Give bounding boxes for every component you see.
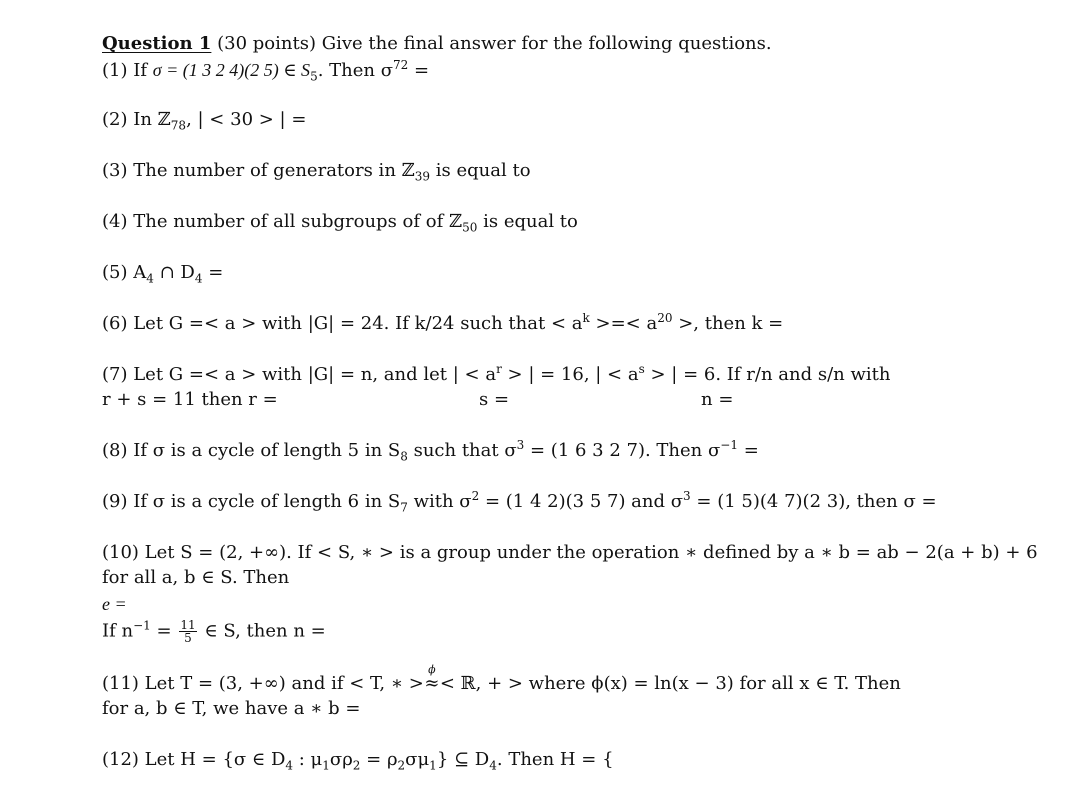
item-10-line4c: ∈ S, then n = [204,620,326,642]
approx-symbol: ≈ [424,673,440,694]
item-2-label: (2) In [102,109,152,130]
item-11-line2-text: for a, b ∈ T, we have a ∗ b = [102,698,361,719]
frac-den: 5 [184,631,192,645]
item-12-end: . Then H = { [496,749,614,770]
frac-num: 11 [180,618,196,632]
item-11-after: < ℝ, + > where ϕ(x) = ln(x − 3) for all x ∈ T. Then [439,673,901,694]
item-3-after: is equal to [430,160,531,181]
item-7-line2 [102,389,733,411]
item-1-sub: 5 [310,69,318,84]
item-6 [102,313,783,335]
item-8-sub: 8 [400,449,408,464]
item-1-sup: 72 [393,58,409,72]
question-header [102,33,772,55]
item-12-sub2: 1 [322,758,330,773]
item-2 [102,109,306,131]
item-7-n: n = [701,389,734,410]
item-7-sup2: s [638,362,645,376]
item-8-sup2: −1 [720,438,738,452]
item-1-label: (1) If [102,60,147,81]
item-12-after: } ⊆ D [436,749,490,770]
item-12-c: σμ [405,749,430,770]
item-5-text: (5) A [102,262,147,283]
phi-label: ϕ [428,663,436,676]
item-5-sub: 4 [146,271,154,286]
item-9 [102,491,937,513]
item-5-sub2: 4 [194,271,203,286]
item-10-line4 [102,619,326,644]
item-6-sup: k [582,311,590,325]
item-10-line2 [102,567,289,589]
item-10-e: e = [102,594,127,614]
item-9-text: (9) If σ is a cycle of length 6 in S [102,491,401,512]
item-8-text: (8) If σ is a cycle of length 5 in S [102,440,401,461]
isomorphism-symbol [424,663,440,695]
item-2-sub: 78 [170,118,187,133]
item-9-end: = (1 5)(4 7)(2 3), then σ = [690,491,937,512]
item-8-mid: such that σ [407,440,517,461]
item-2-text: ℤ [157,109,171,130]
item-12-sub3: 2 [352,758,361,773]
question-label: Question 1 [102,33,212,54]
item-11-text: (11) Let T = (3, +∞) and if < T, ∗ > [102,673,424,694]
item-1 [102,59,429,82]
item-9-mid: with σ [407,491,472,512]
item-4-after: is equal to [477,211,578,232]
item-5-after: = [202,262,224,283]
item-8-end: = [737,440,759,461]
item-6-after: >, then k = [672,313,784,334]
item-6-text: (6) Let G =< a > with |G| = 24. If k/24 such that < a [102,313,583,334]
item-7-mid: > | = 16, | < a [501,364,639,385]
item-10-line4b: = [150,620,172,642]
item-11 [102,663,901,695]
item-3 [102,160,531,182]
item-5 [102,262,223,284]
item-10 [102,542,1038,564]
item-10-line2-text: for all a, b ∈ S. Then [102,567,290,588]
item-12-a: σρ [329,749,353,770]
item-7 [102,364,890,386]
item-6-sup2: 20 [657,311,673,325]
item-8-sup: 3 [516,438,525,452]
item-12-text: (12) Let H = {σ ∈ D [102,749,286,770]
item-9-sup2: 3 [683,489,691,503]
item-1-after: . Then σ [317,60,393,81]
item-8-after: = (1 6 3 2 7). Then σ [524,440,721,461]
item-12 [102,749,614,771]
item-11-line2 [102,698,360,720]
item-1-end: = [408,60,430,81]
item-7-text: (7) Let G =< a > with |G| = n, and let | < a [102,364,497,385]
item-9-after: = (1 4 2)(3 5 7) and σ [479,491,684,512]
item-7-sup: r [496,362,502,376]
item-12-sub4: 2 [397,758,406,773]
item-9-sup: 2 [471,489,480,503]
item-4-sub: 50 [462,220,478,235]
question-intro: (30 points) Give the final answer for the following questions. [217,33,772,54]
item-12-mid: : μ [293,749,323,770]
item-10-line4sup: −1 [133,618,151,633]
item-5-mid: ∩ D [153,262,195,283]
item-12-sub: 4 [285,758,294,773]
item-6-mid: >=< a [589,313,658,334]
item-12-sub5: 1 [429,758,437,773]
fraction-11-5 [179,619,196,644]
item-4-text: (4) The number of all subgroups of of ℤ [102,211,463,232]
item-2-after: , | < 30 > | = [186,109,307,130]
item-10-line3 [102,593,127,616]
item-3-sub: 39 [414,169,431,184]
item-7-r: r + s = 11 then r = [102,389,278,410]
item-4 [102,211,578,233]
item-10-line4a: If n [102,620,134,642]
item-9-sub: 7 [400,500,408,515]
item-10-text: (10) Let S = (2, +∞). If < S, ∗ > is a group under the operation ∗ defined by a ∗ b = ab − 2(a + b) + 6 [102,542,1038,563]
item-8 [102,440,759,462]
item-12-b: = ρ [360,749,398,770]
item-3-text: (3) The number of generators in ℤ [102,160,415,181]
item-7-after: > | = 6. If r/n and s/n with [644,364,891,385]
item-12-sub6: 4 [489,758,497,773]
item-7-s: s = [479,389,510,410]
item-1-text: σ = (1 3 2 4)(2 5) ∈ S [152,60,311,80]
